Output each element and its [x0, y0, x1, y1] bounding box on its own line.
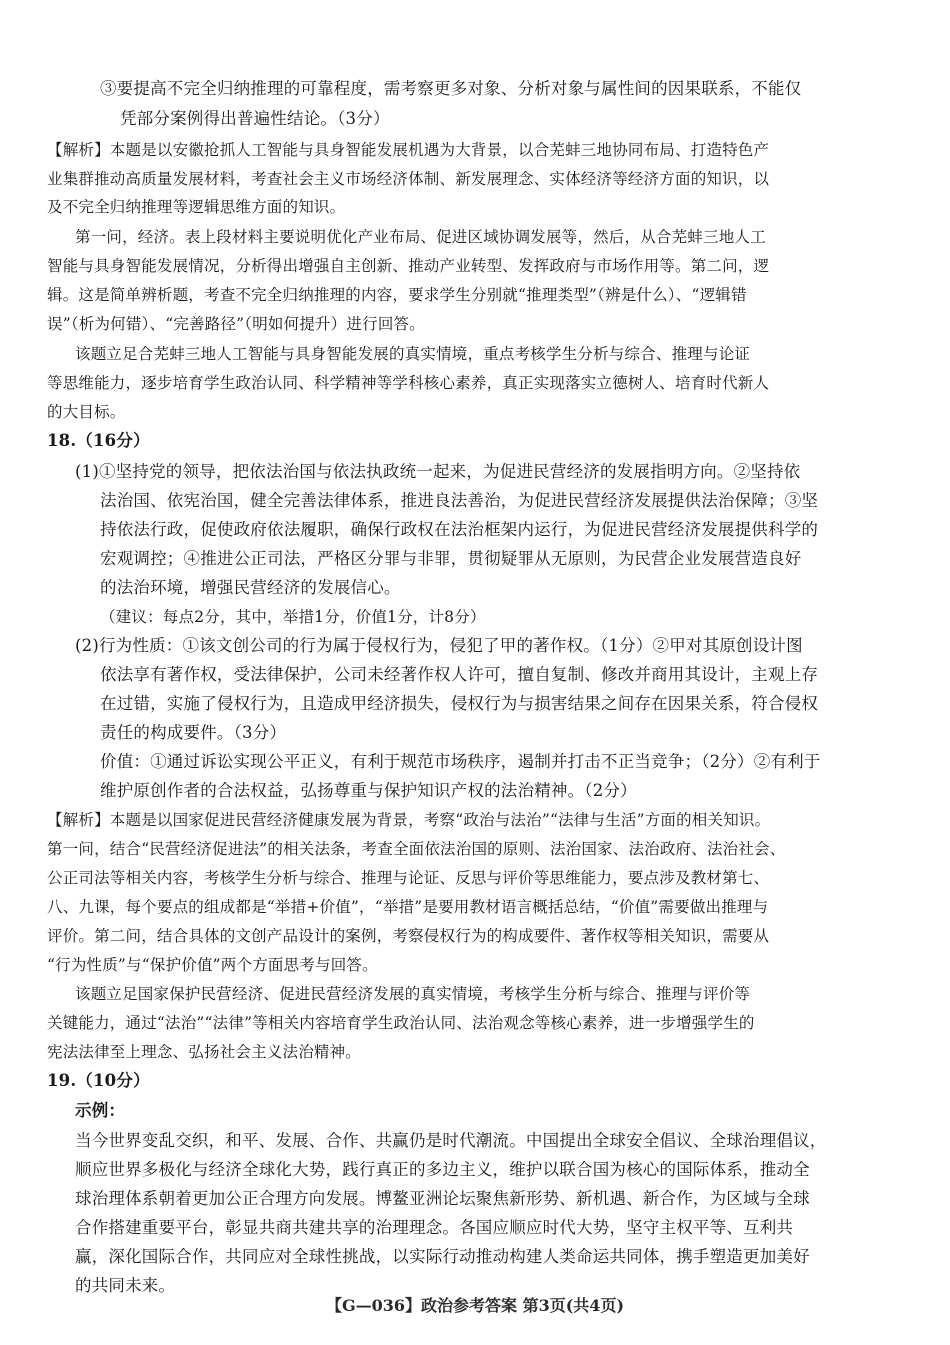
text-line: (2)行为性质：①该文创公司的行为属于侵权行为，侵犯了甲的著作权。（1分）②甲对其原创设计图 — [75, 636, 803, 655]
text-line: 宏观调控；④推进公正司法，严格区分罪与非罪，贯彻疑罪从无原则，为民营企业发展营造良好 — [100, 549, 802, 568]
text-line: 在过错，实施了侵权行为，且造成甲经济损失，侵权行为与损害结果之间存在因果关系，符合侵权 — [100, 694, 819, 713]
analysis-line: 【解析】本题是以国家促进民营经济健康发展为背景，考察“政治与法治”“法律与生活”方面的相关知识。 — [47, 811, 771, 829]
analysis-line: “行为性质”与“保护价值”两个方面思考与回答。 — [47, 956, 378, 974]
text-line: 当今世界变乱交织，和平、发展、合作、共赢仍是时代潮流。中国提出全球安全倡议、全球治理倡议， — [75, 1131, 827, 1150]
analysis-line: 宪法法律至上理念、弘扬社会主义法治精神。 — [47, 1043, 362, 1061]
example-label: 示例： — [75, 1101, 126, 1120]
text-line: 责任的构成要件。（3分） — [100, 723, 287, 742]
analysis-line: 【解析】本题是以安徽抢抓人工智能与具身智能发展机遇为大背景，以合芜蚌三地协同布局、打造特色产 — [47, 141, 770, 159]
text-line: 球治理体系朝着更加公正合理方向发展。博鳌亚洲论坛聚焦新形势、新机遇、新合作，为区域与全球 — [75, 1189, 810, 1208]
text-line: (1)①坚持党的领导，把依法治国与依法执政统一起来，为促进民营经济的发展指明方向。②坚持依 — [75, 462, 801, 481]
text-line: 合作搭建重要平台，彰显共商共建共享的治理理念。各国应顺应时代大势，坚守主权平等、互利共 — [75, 1218, 794, 1237]
analysis-line: 评价。第二问，结合具体的文创产品设计的案例，考察侵权行为的构成要件、著作权等相关知识，需要从 — [47, 927, 770, 945]
analysis-line: 第一问，经济。表上段材料主要说明优化产业布局、促进区域协调发展等，然后，从合芜蚌三地人工 — [75, 228, 766, 246]
text-line: ③要提高不完全归纳推理的可靠程度，需考察更多对象、分析对象与属性间的因果联系，不能仅 — [100, 79, 802, 98]
text-line: 价值：①通过诉讼实现公平正义，有利于规范市场秩序，遏制并打击不正当竞争；（2分）②有利于 — [100, 752, 821, 771]
text-line: 法治国、依宪治国，健全完善法律体系，推进良法善治，为促进民营经济发展提供法治保障；③坚 — [100, 491, 819, 510]
analysis-line: 辑。这是简单辨析题，考查不完全归纳推理的内容，要求学生分别就“推理类型”（辨是什么）、“逻辑错 — [47, 286, 747, 304]
text-line: 的法治环境，增强民营经济的发展信心。 — [100, 578, 401, 597]
text-line: 赢，深化国际合作，共同应对全球性挑战，以实际行动推动构建人类命运共同体，携手塑造更加美好 — [75, 1247, 810, 1266]
analysis-line: 该题立足合芜蚌三地人工智能与具身智能发展的真实情境，重点考核学生分析与综合、推理与论证 — [75, 345, 751, 363]
analysis-line: 智能与具身智能发展情况，分析得出增强自主创新、推动产业转型、发挥政府与市场作用等。第二问，逻 — [47, 257, 770, 275]
text-line: 维护原创作者的合法权益，弘扬尊重与保护知识产权的法治精神。（2分） — [100, 781, 637, 800]
analysis-line: 关键能力，通过“法治”“法律”等相关内容培育学生政治认同、法治观念等核心素养，进一步增强学生的 — [47, 1014, 755, 1032]
analysis-line: 的大目标。 — [47, 403, 126, 421]
analysis-line: 公正司法等相关内容，考核学生分析与综合、推理与论证、反思与评价等思维能力，要点涉及教材第七、 — [47, 869, 770, 887]
analysis-line: 等思维能力，逐步培育学生政治认同、科学精神等学科核心素养，真正实现落实立德树人、培育时代新人 — [47, 374, 770, 392]
text-line: 凭部分案例得出普遍性结论。（3分） — [120, 109, 390, 128]
analysis-line: 业集群推动高质量发展材料，考查社会主义市场经济体制、新发展理念、实体经济等经济方面的知识，以 — [47, 170, 770, 188]
analysis-line: 误”（析为何错）、“完善路径”（明如何提升）进行回答。 — [47, 315, 425, 333]
text-line: 的共同未来。 — [75, 1276, 176, 1295]
analysis-line: 第一问，结合“民营经济促进法”的相关法条，考查全面依法治国的原则、法治国家、法治政府、法治社会、 — [47, 840, 786, 858]
scoring-note: （建议：每点2分，其中，举措1分，价值1分，计8分） — [100, 608, 486, 626]
page-footer: 【G—036】政治参考答案 第3页(共4页) — [325, 1296, 625, 1315]
analysis-line: 该题立足国家保护民营经济、促进民营经济发展的真实情境，考核学生分析与综合、推理与评价等 — [75, 985, 751, 1003]
analysis-line: 八、九课，每个要点的组成都是“举措+价值”，“举措”是要用教材语言概括总结，“价值”需要做出推理与 — [47, 898, 769, 916]
text-line: 依法享有著作权，受法律保护，公司未经著作权人许可，擅自复制、修改并商用其设计，主观上存 — [100, 665, 819, 684]
text-line: 持依法行政，促使政府依法履职，确保行政权在法治框架内运行，为促进民营经济发展提供科学的 — [100, 520, 819, 539]
question-heading: 19.（10分） — [47, 1071, 150, 1090]
question-heading: 18.（16分） — [47, 431, 150, 450]
analysis-line: 及不完全归纳推理等逻辑思维方面的知识。 — [47, 198, 346, 216]
text-line: 顺应世界多极化与经济全球化大势，践行真正的多边主义，维护以联合国为核心的国际体系，推动全 — [75, 1160, 810, 1179]
